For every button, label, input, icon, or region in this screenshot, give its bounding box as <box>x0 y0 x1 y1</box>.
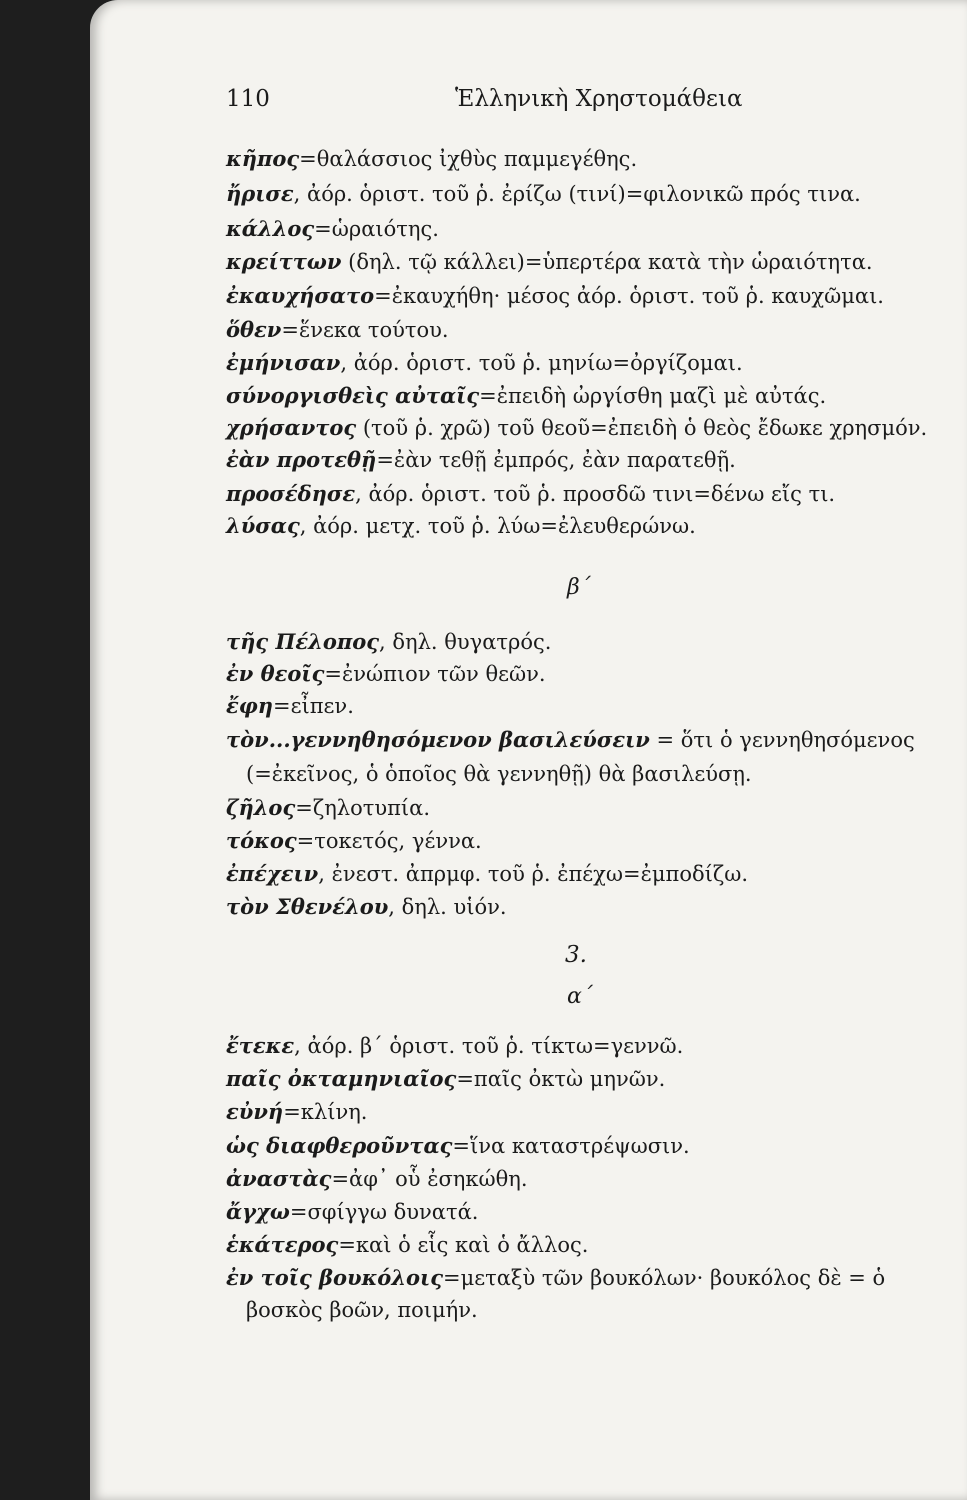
gloss-definition: (=ἐκεῖνος, ὁ ὁποῖος θὰ γεννηθῇ) θὰ βασιλεύσῃ. <box>246 762 752 786</box>
gloss-term: τὸν Σθενέλου <box>226 894 389 919</box>
gloss-line <box>226 316 449 344</box>
section-alpha-heading: α΄ <box>567 984 593 1009</box>
gloss-definition: =μεταξὺ τῶν βουκόλων· βουκόλος δὲ = ὁ <box>443 1266 886 1290</box>
gloss-definition: =σφίγγω δυνατά. <box>289 1200 479 1224</box>
gloss-line <box>226 827 482 855</box>
gloss-definition: =καὶ ὁ εἷς καὶ ὁ ἄλλος. <box>338 1233 589 1257</box>
gloss-definition: =ἕνεκα τούτου. <box>281 318 449 342</box>
gloss-term: τῆς Πέλοπος <box>226 629 379 654</box>
gloss-line <box>226 282 884 310</box>
gloss-line <box>226 860 748 888</box>
gloss-line <box>226 480 835 508</box>
gloss-term: τόκος <box>226 828 297 853</box>
gloss-definition: =ἐνώπιον τῶν θεῶν. <box>324 662 546 686</box>
gloss-line <box>226 794 430 822</box>
gloss-term: ὅθεν <box>226 317 282 342</box>
gloss-definition: , δηλ. θυγατρός. <box>379 630 552 654</box>
gloss-term: χρήσαντος <box>226 415 357 440</box>
gloss-definition: =εἶπεν. <box>273 694 354 718</box>
gloss-definition: , ἀόρ. β΄ ὁριστ. τοῦ ῥ. τίκτω=γεννῶ. <box>294 1034 684 1058</box>
gloss-line <box>226 414 927 442</box>
gloss-line <box>226 628 551 656</box>
gloss-definition: =θαλάσσιος ἰχθὺς παμμεγέθης. <box>299 147 638 171</box>
gloss-term: εὐνή <box>226 1099 284 1124</box>
gloss-definition: =ὡραιότης. <box>314 217 439 241</box>
gloss-line <box>226 1264 885 1292</box>
gloss-definition: , ἀόρ. μετχ. τοῦ ῥ. λύω=ἐλευθερώνω. <box>299 514 696 538</box>
gloss-line <box>226 1132 690 1160</box>
running-title: Ἑλληνικὴ Χρηστομάθεια <box>455 86 743 112</box>
gloss-line <box>226 382 826 410</box>
gloss-line <box>226 1231 588 1259</box>
gloss-term: ἄγχω <box>226 1199 290 1224</box>
gloss-definition: =ἐπειδὴ ὠργίσθη μαζὶ μὲ αὐτάς. <box>479 384 827 408</box>
book-page <box>90 0 967 1500</box>
gloss-term: τὸν...γεννηθησόμενον βασιλεύσειν <box>226 727 650 752</box>
gloss-definition: =ζηλοτυπία. <box>295 796 431 820</box>
gloss-line <box>226 1032 683 1060</box>
gloss-definition: =κλίνη. <box>283 1100 368 1124</box>
gloss-term: ἑκάτερος <box>226 1232 339 1257</box>
gloss-term: προσέδησε <box>226 481 356 506</box>
gloss-term: ἔφη <box>226 693 274 718</box>
gloss-definition: , ἀόρ. ὁριστ. τοῦ ῥ. προσδῶ τινι=δένω εἴς τι. <box>355 482 836 506</box>
gloss-line-continuation <box>246 1296 478 1324</box>
gloss-line <box>226 1198 478 1226</box>
gloss-line <box>226 215 439 243</box>
gloss-line <box>226 512 696 540</box>
gloss-term: ἐὰν προτεθῇ <box>226 447 377 472</box>
gloss-definition: =τοκετός, γέννα. <box>296 829 482 853</box>
gloss-line <box>226 726 915 754</box>
gloss-definition: (δηλ. τῷ κάλλει)=ὑπερτέρα κατὰ τὴν ὡραιότητα. <box>341 250 873 274</box>
gloss-term: ἤρισε <box>226 181 294 206</box>
gloss-line <box>226 145 637 173</box>
gloss-definition: = ὅτι ὁ γεννηθησόμενος <box>649 728 915 752</box>
gloss-term: ἐμήνισαν <box>226 350 341 375</box>
gloss-definition: , ἀόρ. ὁριστ. τοῦ ῥ. μηνίω=ὀργίζομαι. <box>340 351 743 375</box>
gloss-line <box>226 1098 367 1126</box>
page-header <box>90 86 967 126</box>
gloss-definition: , ἐνεστ. ἀπρμφ. τοῦ ῥ. ἐπέχω=ἐμποδίζω. <box>318 862 749 886</box>
gloss-term: σύνοργισθεὶς αὐταῖς <box>226 383 480 408</box>
gloss-term: ὡς διαφθεροῦντας <box>226 1133 453 1158</box>
gloss-line <box>226 692 354 720</box>
gloss-term: ἐπέχειν <box>226 861 319 886</box>
gloss-term: λύσας <box>226 513 300 538</box>
gloss-term: παῖς ὀκταμηνιαῖος <box>226 1066 457 1091</box>
gloss-term: κῆπος <box>226 146 300 171</box>
gloss-term: ἔτεκε <box>226 1033 295 1058</box>
gloss-term: κάλλος <box>226 216 315 241</box>
gloss-term: ἐν θεοῖς <box>226 661 325 686</box>
chapter-number: 3. <box>565 942 587 968</box>
gloss-line <box>226 446 736 474</box>
gloss-definition: =παῖς ὀκτὼ μηνῶν. <box>456 1067 666 1091</box>
section-beta-heading: β΄ <box>567 575 591 600</box>
gloss-line-continuation <box>246 760 752 788</box>
gloss-term: ἐκαυχήσατο <box>226 283 375 308</box>
gloss-line <box>226 180 861 208</box>
gloss-line <box>226 660 546 688</box>
gloss-line <box>226 893 507 921</box>
gloss-line <box>226 1165 528 1193</box>
gloss-term: ζῆλος <box>226 795 296 820</box>
page-number: 110 <box>226 86 270 112</box>
gloss-line <box>226 1065 665 1093</box>
gloss-definition: , δηλ. υἱόν. <box>388 895 507 919</box>
gloss-term: ἐν τοῖς βουκόλοις <box>226 1265 443 1290</box>
gloss-definition: =ἐὰν τεθῇ ἐμπρός, ἐὰν παρατεθῇ. <box>376 448 736 472</box>
gloss-term: κρείττων <box>226 249 342 274</box>
gloss-definition: =ἀφ᾽ οὗ ἐσηκώθη. <box>331 1167 528 1191</box>
gloss-definition: βοσκὸς βοῶν, ποιμήν. <box>246 1298 478 1322</box>
gloss-line <box>226 248 873 276</box>
gloss-definition: =ἵνα καταστρέψωσιν. <box>452 1134 690 1158</box>
gloss-term: ἀναστὰς <box>226 1166 332 1191</box>
gloss-definition: =ἐκαυχήθη· μέσος ἀόρ. ὁριστ. τοῦ ῥ. καυχῶμαι. <box>374 284 884 308</box>
gloss-line <box>226 349 743 377</box>
gloss-definition: , ἀόρ. ὁριστ. τοῦ ῥ. ἐρίζω (τινί)=φιλονικῶ πρός τινα. <box>293 182 861 206</box>
gloss-definition: (τοῦ ῥ. χρῶ) τοῦ θεοῦ=ἐπειδὴ ὁ θεὸς ἔδωκε χρησμόν. <box>356 416 928 440</box>
